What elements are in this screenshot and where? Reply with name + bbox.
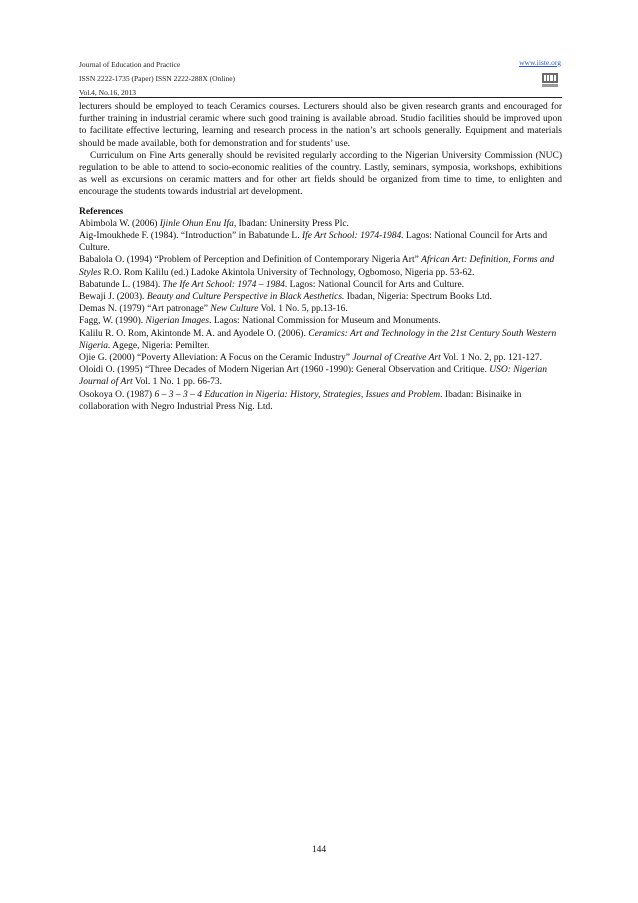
reference-text: Abimbola W. (2006): [79, 218, 160, 229]
reference-text: R.O. Rom Kalilu (ed.) Ladoke Akintola University of Technology, Ogbomoso, Nigeria pp. 53-62.: [101, 267, 475, 278]
journal-name: Journal of Education and Practice: [79, 60, 181, 69]
page-header: [79, 58, 561, 102]
reference-item: [79, 364, 562, 388]
reference-text: Babatunde L. (1984).: [79, 279, 163, 290]
reference-text: Demas N. (1979) “Art patronage”: [79, 304, 211, 315]
reference-text: Ojie G. (2000) “Poverty Alleviation: A Focus on the Ceramic Industry”: [79, 353, 353, 364]
reference-text: Oloidi O. (1995) “Three Decades of Modern Nigerian Art (1960 -1990): General Observation and Critique.: [79, 365, 490, 376]
reference-title: Beauty and Culture Perspective in Black Aesthetics.: [146, 292, 345, 303]
reference-title: New Culture: [210, 304, 259, 315]
reference-title: Nigerian Images: [145, 316, 210, 327]
reference-item: [79, 328, 562, 352]
journal-url-link[interactable]: www.iiste.org: [519, 58, 561, 67]
reference-text: Agege, Nigeria: Pemilter.: [110, 340, 210, 351]
reference-text: Osokoya O. (1987): [79, 389, 155, 400]
page-number: 144: [311, 845, 327, 855]
reference-item: [79, 389, 562, 413]
reference-title: Ceramics: Art and Technology in the 21st Century South Western Nigeria.: [79, 328, 557, 351]
reference-text: Vol. 1 No. 1 pp. 66-73.: [132, 377, 223, 388]
header-rule: [79, 97, 562, 98]
reference-item: [79, 291, 562, 303]
volume-line: Vol.4, No.16, 2013: [79, 88, 136, 97]
reference-text: . Lagos: National Commission for Museum and Monuments.: [209, 316, 441, 327]
reference-text: Vol. 1 No. 5, pp.13-16.: [258, 304, 348, 315]
reference-item: [79, 218, 562, 230]
reference-item: [79, 230, 562, 254]
reference-text: Babalola O. (1994) “Problem of Perception and Definition of Contemporary Nigeria Art”: [79, 255, 422, 266]
reference-item: [79, 279, 562, 291]
body-paragraph: Curriculum on Fine Arts generally should be revisited regularly according to the Nigerian University Commission (NUC) regulation to be able to attend to socio-economic realities of the country. Lastly, seminars, symposia, workshops, exhibitions as well as excursions on ceramic matters and for other art fields should be organized from time to time, to enlighten and encourage the students towards industrial art development.: [79, 150, 562, 198]
reference-title: African Art: Definition, Forms and Styles: [79, 255, 555, 278]
reference-text: Fagg, W. (1990).: [79, 316, 146, 327]
reference-title: The Ife Art School: 1974 – 1984: [162, 279, 285, 290]
reference-text: Vol. 1 No. 2, pp. 121-127.: [440, 353, 543, 364]
reference-item: [79, 254, 562, 278]
reference-text: . Lagos: National Council for Arts and Culture.: [284, 279, 465, 290]
reference-item: [79, 315, 562, 327]
reference-text: Ibadan, Nigeria: Spectrum Books Ltd.: [344, 292, 492, 303]
iiste-logo: [541, 71, 559, 89]
reference-text: Kalilu R. O. Rom, Akintonde M. A. and Ayodele O. (2006).: [79, 328, 309, 339]
article-body: [79, 101, 562, 413]
reference-text: , Ibadan: Uninersity Press Plc.: [233, 218, 349, 229]
reference-text: Lagos: National Council for Arts and Culture.: [79, 231, 548, 254]
reference-title: USO: Nigerian Journal of Art: [79, 365, 548, 388]
reference-title: Ijinle Ohun Enu Ifa: [159, 218, 234, 229]
reference-title: 6 – 3 – 3 – 4 Education in Nigeria: History, Strategies, Issues and Problem: [154, 389, 441, 400]
reference-item: [79, 352, 562, 364]
issn-line: ISSN 2222-1735 (Paper) ISSN 2222-288X (Online): [79, 74, 236, 83]
reference-item: [79, 303, 562, 315]
body-paragraph: lecturers should be employed to teach Ceramics courses. Lecturers should also be given research grants and encouraged for further training in industrial ceramic where such good training is available abroad. Studio facilities should be improved upon to facilitate effective lecturing, learning and research process in the nation’s art schools generally. Equipment and materials should be made available, both for demonstration and for students’ use.: [79, 102, 562, 149]
references-list: [79, 218, 562, 413]
reference-text: Aig-Imoukhede F. (1984). “Introduction” in Babatunde L.: [79, 231, 302, 242]
reference-text: . Ibadan: Bisinaike in collaboration with Negro Industrial Press Nig. Ltd.: [79, 389, 522, 412]
reference-title: Journal of Creative Art: [352, 353, 441, 364]
reference-text: Bewaji J. (2003).: [79, 292, 147, 303]
references-heading: References: [79, 206, 124, 217]
reference-title: Ife Art School: 1974-1984.: [301, 231, 404, 242]
